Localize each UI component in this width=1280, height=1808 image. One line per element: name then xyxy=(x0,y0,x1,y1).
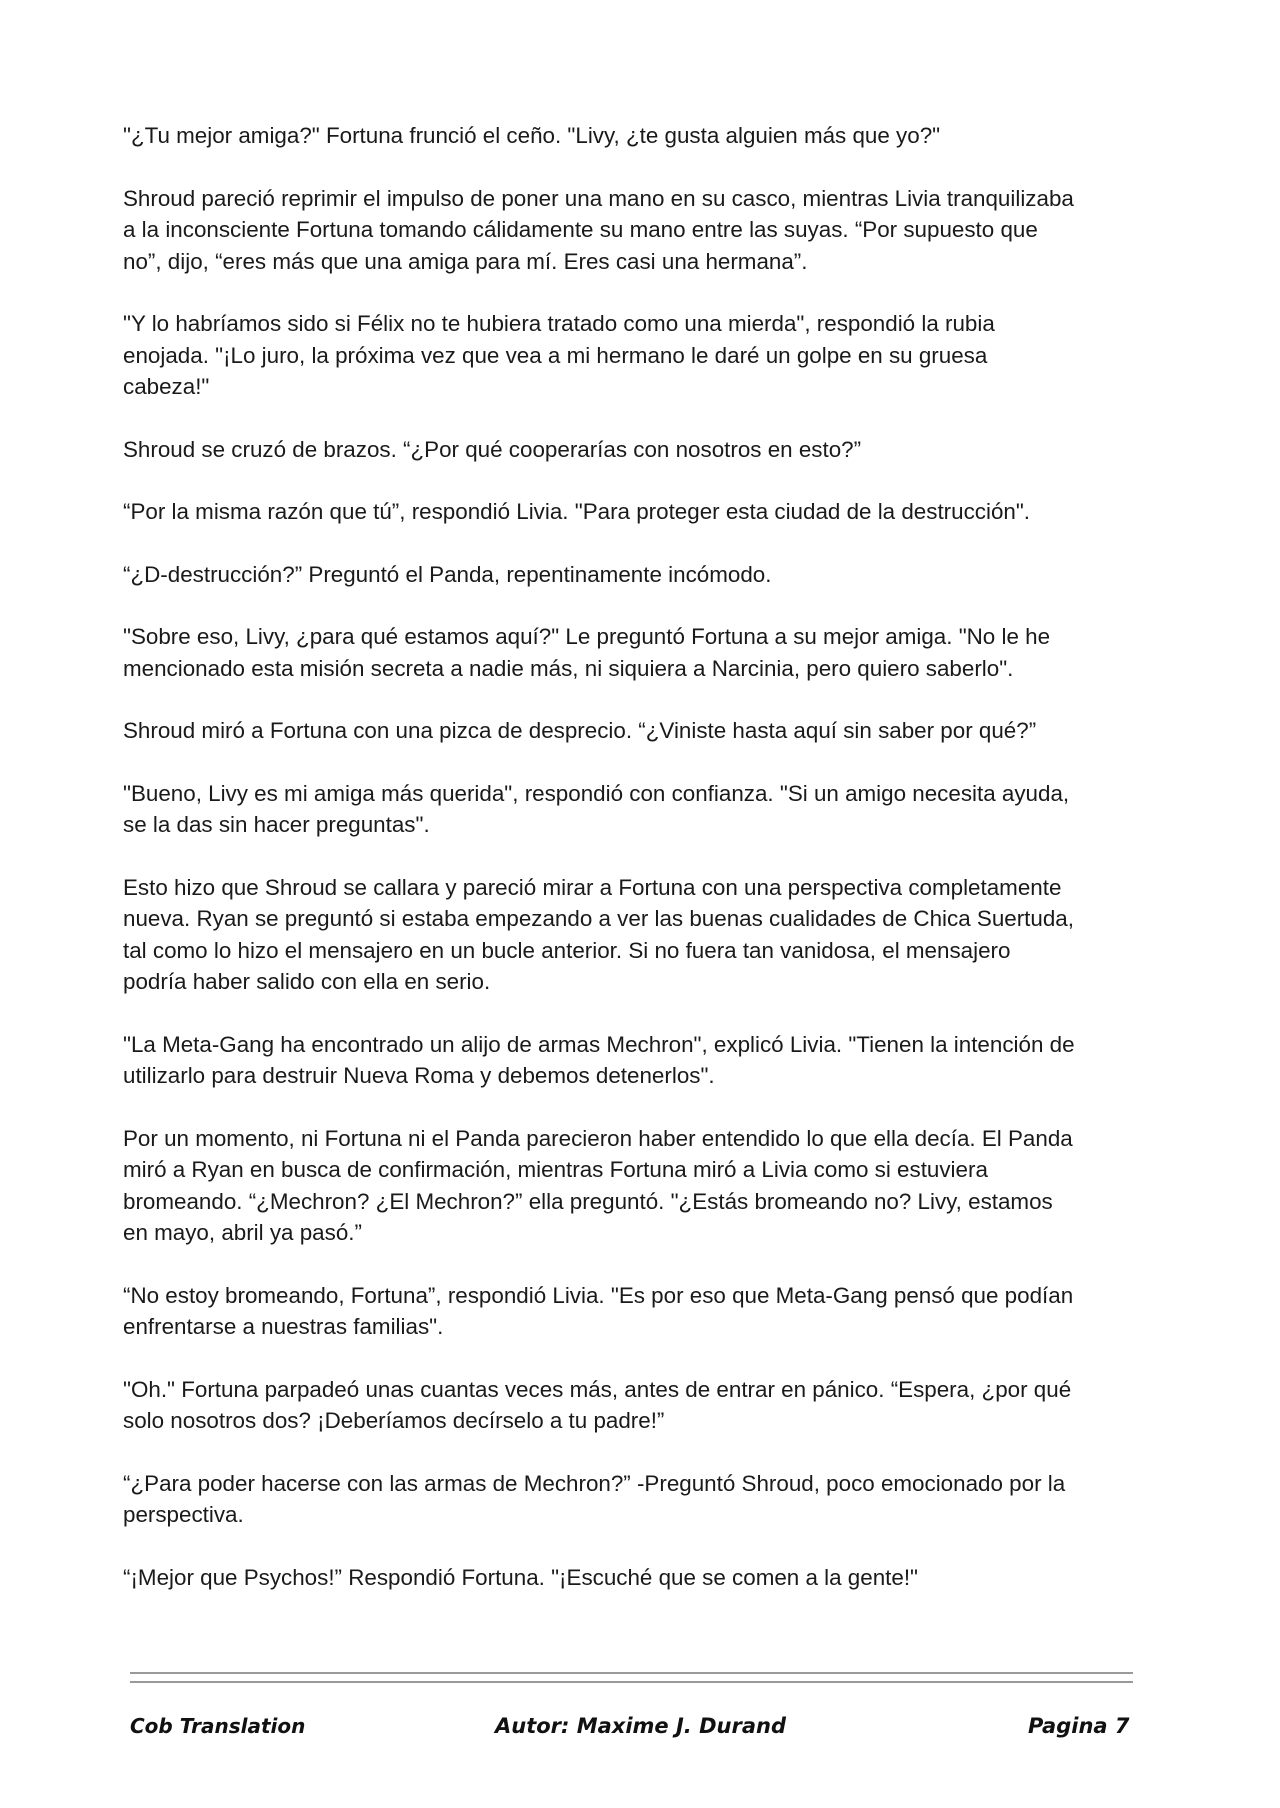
text-line: podría haber salido con ella en serio. xyxy=(123,969,491,994)
text-line: perspectiva. xyxy=(123,1502,244,1527)
footer-author: Autor: Maxime J. Durand xyxy=(495,1714,786,1738)
text-line: “No estoy bromeando, Fortuna”, respondió Livia. "Es por eso que Meta-Gang pensó que podían xyxy=(123,1282,1074,1308)
text-line: “¿D-destrucción?” Preguntó el Panda, repentinamente incómodo. xyxy=(123,561,772,587)
text-line: a la inconsciente Fortuna tomando cálidamente su mano entre las suyas. “Por supuesto que xyxy=(123,217,1038,242)
text-line: “¡Mejor que Psychos!” Respondió Fortuna. "¡Escuché que se comen a la gente!" xyxy=(123,1564,918,1590)
text-line: mencionado esta misión secreta a nadie más, ni siquiera a Narcinia, pero quiero saberlo". xyxy=(123,655,1014,681)
paragraph xyxy=(123,1468,1143,1531)
text-line: Shroud se cruzó de brazos. “¿Por qué cooperarías con nosotros en esto?” xyxy=(123,436,862,462)
text-line: en mayo, abril ya pasó.” xyxy=(123,1220,362,1245)
text-line: se la das sin hacer preguntas". xyxy=(123,812,430,837)
paragraph xyxy=(123,559,1143,591)
text-line: no”, dijo, “eres más que una amiga para mí. Eres casi una hermana”. xyxy=(123,248,808,274)
footer-translator: Cob Translation xyxy=(130,1714,306,1738)
text-line: “Por la misma razón que tú”, respondió Livia. "Para proteger esta ciudad de la destrucción". xyxy=(123,499,1031,524)
paragraph xyxy=(123,308,1143,403)
footer-page-number: Pagina 7 xyxy=(1028,1714,1130,1738)
paragraph xyxy=(123,1374,1143,1437)
paragraph xyxy=(123,1280,1143,1343)
paragraph xyxy=(123,778,1143,841)
text-line: "Sobre eso, Livy, ¿para qué estamos aquí?" Le preguntó Fortuna a su mejor amiga. "No le he xyxy=(123,624,1051,649)
paragraph xyxy=(123,1029,1143,1092)
text-line: "¿Tu mejor amiga?" Fortuna frunció el ceño. "Livy, ¿te gusta alguien más que yo?" xyxy=(123,123,941,148)
paragraph xyxy=(123,715,1143,747)
text-line: "Bueno, Livy es mi amiga más querida", respondió con confianza. "Si un amigo necesita ayuda, xyxy=(123,780,1070,806)
text-line: cabeza!" xyxy=(123,374,210,399)
text-line: Shroud miró a Fortuna con una pizca de desprecio. “¿Viniste hasta aquí sin saber por qué?” xyxy=(123,718,1037,743)
paragraph xyxy=(123,120,1143,152)
footer-rule-top xyxy=(130,1672,1133,1674)
paragraph xyxy=(123,434,1143,466)
text-line: "Oh." Fortuna parpadeó unas cuantas veces más, antes de entrar en pánico. “Espera, ¿por qué xyxy=(123,1376,1072,1402)
paragraph xyxy=(123,872,1143,998)
text-line: “¿Para poder hacerse con las armas de Mechron?” -Preguntó Shroud, poco emocionado por la xyxy=(123,1470,1066,1496)
paragraph xyxy=(123,183,1143,278)
text-line: tal como lo hizo el mensajero en un bucle anterior. Si no fuera tan vanidosa, el mensajero xyxy=(123,937,1011,963)
text-line: Shroud pareció reprimir el impulso de poner una mano en su casco, mientras Livia tranquilizaba xyxy=(123,185,1074,211)
paragraph xyxy=(123,1562,1143,1594)
body-text xyxy=(123,120,1143,1624)
footer-rule-bottom xyxy=(130,1681,1133,1683)
text-line: enfrentarse a nuestras familias". xyxy=(123,1314,444,1339)
text-line: Esto hizo que Shroud se callara y pareció mirar a Fortuna con una perspectiva completamente xyxy=(123,874,1062,900)
page-footer xyxy=(0,1714,1280,1748)
paragraph xyxy=(123,1123,1143,1249)
text-line: enojada. "¡Lo juro, la próxima vez que vea a mi hermano le daré un golpe en su gruesa xyxy=(123,342,988,368)
text-line: utilizarlo para destruir Nueva Roma y debemos detenerlos". xyxy=(123,1063,715,1088)
text-line: miró a Ryan en busca de confirmación, mientras Fortuna miró a Livia como si estuviera xyxy=(123,1157,988,1182)
text-line: "La Meta-Gang ha encontrado un alijo de armas Mechron", explicó Livia. "Tienen la intención de xyxy=(123,1031,1075,1057)
text-line: nueva. Ryan se preguntó si estaba empezando a ver las buenas cualidades de Chica Suertuda, xyxy=(123,906,1074,931)
paragraph xyxy=(123,621,1143,684)
text-line: Por un momento, ni Fortuna ni el Panda parecieron haber entendido lo que ella decía. El Panda xyxy=(123,1125,1073,1151)
text-line: bromeando. “¿Mechron? ¿El Mechron?” ella preguntó. "¿Estás bromeando no? Livy, estamos xyxy=(123,1188,1053,1214)
paragraph xyxy=(123,496,1143,528)
text-line: solo nosotros dos? ¡Deberíamos decírselo a tu padre!” xyxy=(123,1408,665,1433)
text-line: "Y lo habríamos sido si Félix no te hubiera tratado como una mierda", respondió la rubia xyxy=(123,311,995,336)
